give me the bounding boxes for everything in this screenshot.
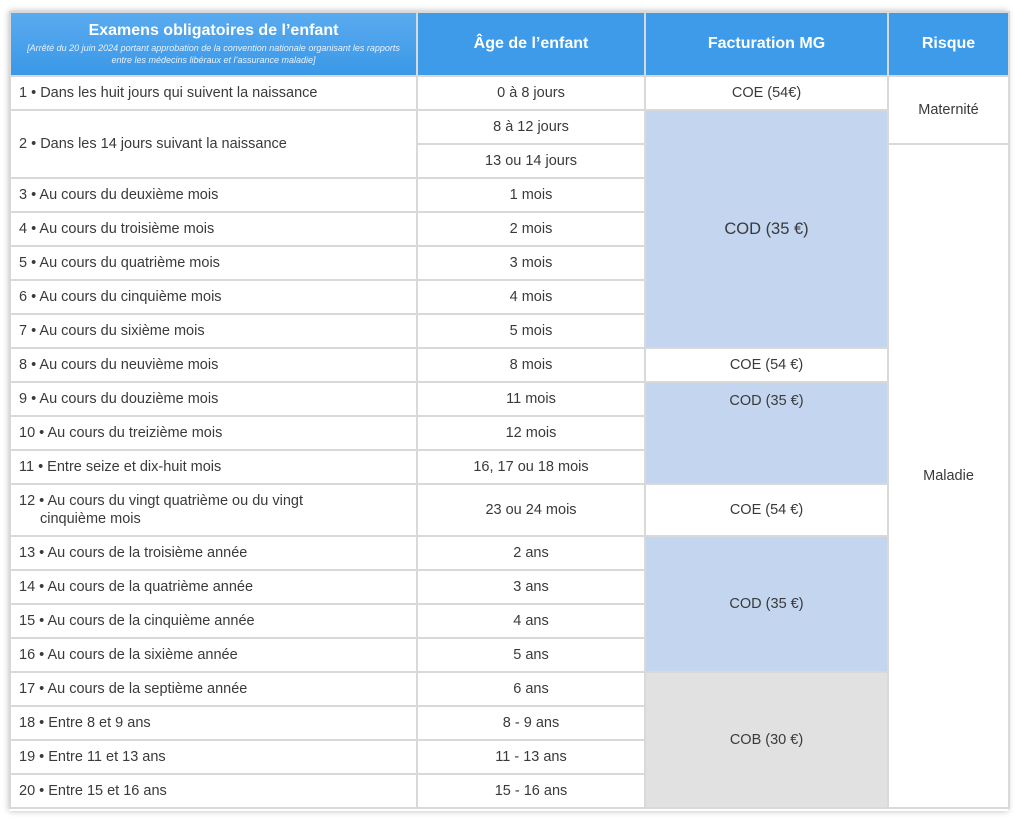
billing-cell: COE (54 €): [645, 484, 888, 536]
header-risk: Risque: [888, 12, 1009, 76]
header-exams-title: Examens obligatoires de l’enfant: [88, 22, 339, 39]
age-cell: 8 - 9 ans: [417, 706, 645, 740]
header-age: Âge de l’enfant: [417, 12, 645, 76]
billing-cell: COD (35 €): [645, 110, 888, 348]
exam-cell: [10, 484, 417, 536]
exam-cell: 9 • Au cours du douzième mois: [10, 382, 417, 416]
table-row: [10, 382, 1009, 416]
age-cell: 4 mois: [417, 280, 645, 314]
age-cell: 13 ou 14 jours: [417, 144, 645, 178]
age-cell: 2 ans: [417, 536, 645, 570]
age-cell: 15 - 16 ans: [417, 774, 645, 808]
exam-cell: 8 • Au cours du neuvième mois: [10, 348, 417, 382]
exam-cell: 2 • Dans les 14 jours suivant la naissance: [10, 110, 417, 178]
exam-cell: 5 • Au cours du quatrième mois: [10, 246, 417, 280]
age-cell: 12 mois: [417, 416, 645, 450]
exam-cell: 19 • Entre 11 et 13 ans: [10, 740, 417, 774]
exam-cell: 6 • Au cours du cinquième mois: [10, 280, 417, 314]
risk-cell-maladie: Maladie: [888, 144, 1009, 808]
risk-cell-maternite: Maternité: [888, 76, 1009, 144]
exam-cell: 1 • Dans les huit jours qui suivent la naissance: [10, 76, 417, 110]
exam-cell: 11 • Entre seize et dix-huit mois: [10, 450, 417, 484]
header-exams-subtitle: [Arrêté du 20 juin 2024 portant approbation de la convention nationale organisant les rapports entre les médecins libéraux et l’assurance maladie]: [27, 43, 400, 65]
age-cell: 0 à 8 jours: [417, 76, 645, 110]
age-cell: 1 mois: [417, 178, 645, 212]
exam-cell: 3 • Au cours du deuxième mois: [10, 178, 417, 212]
exam-cell: 7 • Au cours du sixième mois: [10, 314, 417, 348]
age-cell: 5 ans: [417, 638, 645, 672]
table-row: [10, 348, 1009, 382]
age-cell: 11 mois: [417, 382, 645, 416]
exam-cell: 17 • Au cours de la septième année: [10, 672, 417, 706]
header-billing: Facturation MG: [645, 12, 888, 76]
exam-cell: 20 • Entre 15 et 16 ans: [10, 774, 417, 808]
exam-cell: 14 • Au cours de la quatrième année: [10, 570, 417, 604]
exam-cell: 18 • Entre 8 et 9 ans: [10, 706, 417, 740]
age-cell: 16, 17 ou 18 mois: [417, 450, 645, 484]
age-cell: 4 ans: [417, 604, 645, 638]
age-cell: 8 à 12 jours: [417, 110, 645, 144]
billing-cell: COD (35 €): [645, 382, 888, 484]
exam-text-continued: cinquième mois: [40, 511, 141, 527]
age-cell: 8 mois: [417, 348, 645, 382]
billing-cell: COB (30 €): [645, 672, 888, 808]
age-cell: 11 - 13 ans: [417, 740, 645, 774]
table-row: [10, 76, 1009, 110]
age-cell: 5 mois: [417, 314, 645, 348]
table-row: [10, 484, 1009, 536]
exam-cell: 4 • Au cours du troisième mois: [10, 212, 417, 246]
table-row: [10, 110, 1009, 144]
exam-cell: 16 • Au cours de la sixième année: [10, 638, 417, 672]
table-row: [10, 536, 1009, 570]
table-row: [10, 672, 1009, 706]
exams-table: [9, 11, 1010, 809]
header-row: [10, 12, 1009, 76]
exam-cell: 10 • Au cours du treizième mois: [10, 416, 417, 450]
age-cell: 6 ans: [417, 672, 645, 706]
age-cell: 23 ou 24 mois: [417, 484, 645, 536]
exam-text: 12 • Au cours du vingt quatrième ou du vingt: [19, 493, 303, 509]
exam-cell: 13 • Au cours de la troisième année: [10, 536, 417, 570]
billing-cell: COE (54€): [645, 76, 888, 110]
exam-cell: 15 • Au cours de la cinquième année: [10, 604, 417, 638]
billing-cell: COD (35 €): [645, 536, 888, 672]
age-cell: 2 mois: [417, 212, 645, 246]
header-exams: [10, 12, 417, 76]
age-cell: 3 mois: [417, 246, 645, 280]
billing-cell: COE (54 €): [645, 348, 888, 382]
age-cell: 3 ans: [417, 570, 645, 604]
